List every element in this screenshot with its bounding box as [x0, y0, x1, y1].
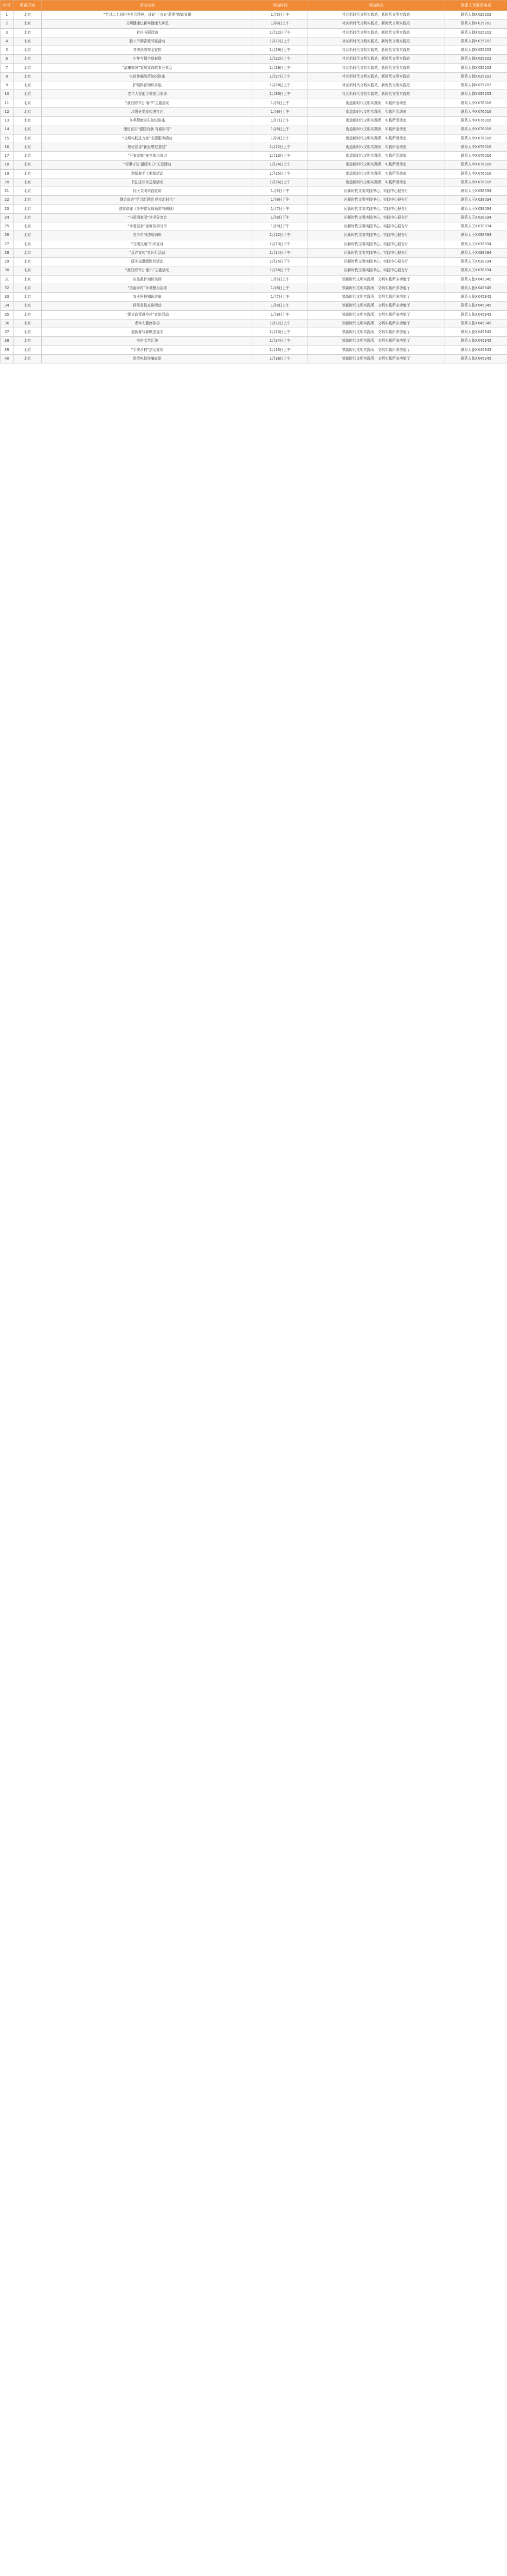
- cell-region: 北京: [14, 240, 42, 248]
- cell-region: 北京: [14, 125, 42, 134]
- cell-region: 北京: [14, 37, 42, 46]
- cell-contact: 联系人张XX45345: [445, 275, 507, 284]
- cell-index: 5: [1, 46, 14, 55]
- cell-activity-name: 电信诈骗防范知识讲座: [42, 72, 253, 81]
- cell-region: 北京: [14, 319, 42, 328]
- cell-activity-name: 老年人智能手机使用培训: [42, 90, 253, 99]
- cell-activity-location: 社区新时代文明实践站，新时代文明实践站: [307, 63, 445, 72]
- cell-contact: 联系人韩XX35202: [445, 28, 507, 37]
- cell-activity-location: 区新时代文明实践中心，实践中心报告厅: [307, 231, 445, 240]
- cell-contact: 联系人韩XX35202: [445, 72, 507, 81]
- cell-region: 北京: [14, 81, 42, 90]
- cell-activity-time: 1月22日上午: [253, 55, 307, 63]
- cell-activity-location: 社区新时代文明实践站，新时代文明实践站: [307, 11, 445, 20]
- table-row: [1, 196, 507, 204]
- cell-activity-name: 农业科技知识讲座: [42, 293, 253, 302]
- cell-index: 29: [1, 258, 14, 266]
- cell-activity-time: 1月6日上午: [253, 20, 307, 28]
- cell-contact: 联系人张XX45345: [445, 328, 507, 337]
- table-row: [1, 37, 507, 46]
- cell-index: 17: [1, 152, 14, 161]
- cell-activity-name: 理论宣讲“强国有我 青春担当”: [42, 125, 253, 134]
- cell-index: 20: [1, 178, 14, 187]
- cell-activity-location: 镇新时代文明实践所，文明实践所多功能厅: [307, 310, 445, 319]
- cell-activity-time: 1月7日上午: [253, 293, 307, 302]
- cell-contact: 联系人王XX38034: [445, 266, 507, 275]
- cell-activity-name: “我们的节日·腊八”主题活动: [42, 266, 253, 275]
- cell-activity-time: 1月12日下午: [253, 28, 307, 37]
- cell-activity-location: 镇新时代文明实践所，文明实践所多功能厅: [307, 275, 445, 284]
- cell-contact: 联系人韩XX35202: [445, 55, 507, 63]
- cell-activity-location: 街道新时代文明实践所，实践所活动室: [307, 152, 445, 161]
- table-row: [1, 346, 507, 354]
- cell-index: 13: [1, 117, 14, 125]
- table-row: [1, 213, 507, 222]
- cell-activity-name: 乡村文艺汇演: [42, 337, 253, 346]
- table-row: [1, 204, 507, 213]
- cell-region: 北京: [14, 328, 42, 337]
- table-row: [1, 107, 507, 116]
- cell-contact: 联系人韩XX35202: [445, 20, 507, 28]
- cell-activity-location: 镇新时代文明实践所，文明实践所多功能厅: [307, 284, 445, 292]
- table-row: [1, 81, 507, 90]
- cell-activity-name: 理论宣讲“新思想进基层”: [42, 143, 253, 151]
- cell-activity-location: 街道新时代文明实践所，实践所活动室: [307, 143, 445, 151]
- cell-contact: 联系人张XX45345: [445, 302, 507, 310]
- cell-region: 北京: [14, 337, 42, 346]
- cell-contact: 联系人韩XX35202: [445, 37, 507, 46]
- table-row: [1, 178, 507, 187]
- cell-contact: 联系人韩XX35202: [445, 63, 507, 72]
- header-index: 序号: [1, 1, 14, 11]
- table-row: [1, 90, 507, 99]
- cell-contact: 联系人李XX76016: [445, 125, 507, 134]
- cell-region: 北京: [14, 161, 42, 169]
- table-row: [1, 46, 507, 55]
- table-row: [1, 240, 507, 248]
- table-row: [1, 275, 507, 284]
- cell-index: 12: [1, 107, 14, 116]
- cell-activity-name: 理论宣讲“学习新思想 建功新时代”: [42, 196, 253, 204]
- cell-activity-name: “理论政策进乡村”宣讲活动: [42, 310, 253, 319]
- cell-activity-time: 1月9日上午: [253, 310, 307, 319]
- cell-activity-location: 区新时代文明实践中心，实践中心报告厅: [307, 258, 445, 266]
- cell-activity-name: 青少年书法培训班: [42, 231, 253, 240]
- table-row: [1, 337, 507, 346]
- cell-activity-time: 1月5日下午: [253, 187, 307, 196]
- table-body: [1, 11, 507, 363]
- cell-contact: 联系人王XX38034: [445, 240, 507, 248]
- cell-index: 34: [1, 302, 14, 310]
- cell-activity-time: 1月5日上午: [253, 275, 307, 284]
- cell-activity-time: 1月7日下午: [253, 204, 307, 213]
- cell-index: 22: [1, 196, 14, 204]
- cell-activity-name: “美丽乡村”环境整治活动: [42, 284, 253, 292]
- cell-index: 10: [1, 90, 14, 99]
- cell-index: 18: [1, 161, 14, 169]
- cell-index: 6: [1, 55, 14, 63]
- cell-activity-time: 1月12日上午: [253, 37, 307, 46]
- cell-activity-location: 街道新时代文明实践所，实践所活动室: [307, 134, 445, 143]
- cell-contact: 联系人李XX76016: [445, 152, 507, 161]
- cell-activity-name: “清廉家风”家风家训故事分享会: [42, 63, 253, 72]
- cell-index: 35: [1, 310, 14, 319]
- cell-contact: 联系人王XX38034: [445, 187, 507, 196]
- cell-activity-time: 1月7日上午: [253, 117, 307, 125]
- cell-activity-location: 镇新时代文明实践所，文明实践所多功能厅: [307, 354, 445, 363]
- cell-activity-location: 社区新时代文明实践站，新时代文明实践站: [307, 55, 445, 63]
- cell-activity-name: “学习二十届四中全会精神，讲好‘十五五’蓝图”理论宣讲: [42, 11, 253, 20]
- cell-activity-location: 镇新时代文明实践所，文明实践所多功能厅: [307, 319, 445, 328]
- cell-region: 北京: [14, 90, 42, 99]
- header-contact: 联系人及联系电话: [445, 1, 507, 11]
- cell-index: 37: [1, 328, 14, 337]
- cell-activity-time: 1月30日上午: [253, 90, 307, 99]
- cell-region: 北京: [14, 293, 42, 302]
- cell-activity-time: 1月6日下午: [253, 196, 307, 204]
- cell-activity-name: 迎新春手工剪纸活动: [42, 169, 253, 178]
- cell-index: 39: [1, 346, 14, 354]
- cell-index: 38: [1, 337, 14, 346]
- cell-activity-name: “平安家庭”安全知识宣讲: [42, 152, 253, 161]
- table-row: [1, 328, 507, 337]
- cell-contact: 联系人韩XX35202: [445, 90, 507, 99]
- cell-index: 33: [1, 293, 14, 302]
- cell-region: 北京: [14, 266, 42, 275]
- cell-activity-time: 1月16日上午: [253, 354, 307, 363]
- cell-region: 北京: [14, 20, 42, 28]
- cell-activity-location: 社区新时代文明实践站，新时代文明实践站: [307, 72, 445, 81]
- cell-index: 27: [1, 240, 14, 248]
- cell-region: 北京: [14, 169, 42, 178]
- cell-index: 19: [1, 169, 14, 178]
- cell-activity-name: 文明健康过新年健康大讲堂: [42, 20, 253, 28]
- cell-activity-name: “平安乡村”法治宣传: [42, 346, 253, 354]
- cell-region: 北京: [14, 107, 42, 116]
- cell-region: 北京: [14, 134, 42, 143]
- cell-activity-location: 社区新时代文明实践站，新时代文明实践站: [307, 37, 445, 46]
- cell-activity-time: 1月6日上午: [253, 107, 307, 116]
- cell-activity-location: 街道新时代文明实践所，实践所活动室: [307, 178, 445, 187]
- table-row: [1, 28, 507, 37]
- cell-index: 3: [1, 28, 14, 37]
- cell-contact: 联系人张XX45345: [445, 354, 507, 363]
- cell-region: 北京: [14, 63, 42, 72]
- cell-contact: 联系人王XX38034: [445, 258, 507, 266]
- cell-contact: 联系人李XX76016: [445, 107, 507, 116]
- cell-region: 北京: [14, 72, 42, 81]
- cell-index: 31: [1, 275, 14, 284]
- cell-contact: 联系人李XX76016: [445, 99, 507, 107]
- cell-index: 21: [1, 187, 14, 196]
- cell-index: 16: [1, 143, 14, 151]
- cell-region: 北京: [14, 178, 42, 187]
- cell-index: 2: [1, 20, 14, 28]
- cell-activity-time: 1月13日上午: [253, 328, 307, 337]
- table-row: [1, 231, 507, 240]
- table-row: [1, 293, 507, 302]
- cell-activity-name: 小年写福字送春联: [42, 55, 253, 63]
- cell-region: 北京: [14, 258, 42, 266]
- cell-activity-location: 区新时代文明实践中心，实践中心报告厅: [307, 266, 445, 275]
- cell-activity-time: 1月9日下午: [253, 222, 307, 231]
- table-row: [1, 248, 507, 257]
- activity-table: [0, 0, 507, 363]
- activity-table-sheet: [0, 0, 507, 363]
- table-row: [1, 187, 507, 196]
- cell-activity-time: 1月8日下午: [253, 213, 307, 222]
- table-row: [1, 169, 507, 178]
- cell-activity-location: 区新时代文明实践中心，实践中心报告厅: [307, 222, 445, 231]
- cell-activity-time: 1月27日上午: [253, 72, 307, 81]
- header-activity-name: 活动名称: [42, 1, 253, 11]
- table-row: [1, 72, 507, 81]
- table-row: [1, 11, 507, 20]
- cell-activity-name: 移风易俗宣讲活动: [42, 302, 253, 310]
- cell-activity-name: 健康讲座《冬季常见病预防与调理》: [42, 204, 253, 213]
- cell-index: 15: [1, 134, 14, 143]
- cell-activity-location: 镇新时代文明实践所，文明实践所多功能厅: [307, 337, 445, 346]
- cell-index: 11: [1, 99, 14, 107]
- cell-activity-time: 1月16日下午: [253, 266, 307, 275]
- cell-contact: 联系人王XX38034: [445, 204, 507, 213]
- cell-activity-location: 社区新时代文明实践站，新时代文明实践站: [307, 28, 445, 37]
- table-row: [1, 63, 507, 72]
- cell-activity-name: 老年人健康体检: [42, 319, 253, 328]
- cell-activity-name: “我们的节日·春节”主题活动: [42, 99, 253, 107]
- cell-region: 北京: [14, 284, 42, 292]
- cell-activity-location: 社区新时代文明实践站，新时代文明实践站: [307, 20, 445, 28]
- cell-index: 25: [1, 222, 14, 231]
- cell-index: 23: [1, 204, 14, 213]
- header-activity-location: 活动地点: [307, 1, 445, 11]
- cell-activity-location: 镇新时代文明实践所，文明实践所多功能厅: [307, 328, 445, 337]
- table-row: [1, 302, 507, 310]
- cell-activity-location: 镇新时代文明实践所，文明实践所多功能厅: [307, 346, 445, 354]
- cell-activity-location: 区新时代文明实践中心，实践中心报告厅: [307, 248, 445, 257]
- cell-contact: 联系人李XX76016: [445, 178, 507, 187]
- cell-activity-location: 街道新时代文明实践所，实践所活动室: [307, 125, 445, 134]
- cell-contact: 联系人韩XX35202: [445, 11, 507, 20]
- cell-activity-time: 1月14日上午: [253, 161, 307, 169]
- cell-region: 北京: [14, 213, 42, 222]
- cell-region: 北京: [14, 248, 42, 257]
- cell-activity-location: 区新时代文明实践中心，实践中心报告厅: [307, 204, 445, 213]
- cell-activity-time: 1月13日上午: [253, 152, 307, 161]
- cell-activity-name: “文明交通”知识宣讲: [42, 240, 253, 248]
- cell-activity-location: 镇新时代文明实践所，文明实践所多功能厅: [307, 302, 445, 310]
- cell-activity-time: 1月5日上午: [253, 99, 307, 107]
- cell-activity-name: 腊八节粥香暖邻里活动: [42, 37, 253, 46]
- cell-activity-name: “书香满家园”读书分享会: [42, 213, 253, 222]
- cell-contact: 联系人王XX38034: [445, 231, 507, 240]
- cell-index: 9: [1, 81, 14, 90]
- cell-activity-location: 社区新时代文明实践站，新时代文明实践站: [307, 90, 445, 99]
- cell-activity-time: 1月8日上午: [253, 302, 307, 310]
- table-row: [1, 134, 507, 143]
- cell-activity-name: 社区文明实践宣讲: [42, 187, 253, 196]
- cell-activity-time: 1月12日上午: [253, 143, 307, 151]
- cell-activity-name: “反诈宣传”社区行活动: [42, 248, 253, 257]
- cell-region: 北京: [14, 231, 42, 240]
- cell-region: 北京: [14, 310, 42, 319]
- cell-index: 14: [1, 125, 14, 134]
- cell-activity-time: 1月12日上午: [253, 319, 307, 328]
- cell-activity-name: 冬季健康养生知识讲座: [42, 117, 253, 125]
- cell-contact: 联系人李XX76016: [445, 143, 507, 151]
- cell-index: 30: [1, 266, 14, 275]
- cell-activity-name: 应急救护知识培训: [42, 275, 253, 284]
- cell-activity-time: 1月28日上午: [253, 81, 307, 90]
- cell-contact: 联系人张XX45345: [445, 284, 507, 292]
- cell-activity-name: 垃圾分类宣传进社区: [42, 107, 253, 116]
- cell-contact: 联系人张XX45345: [445, 310, 507, 319]
- cell-region: 北京: [14, 143, 42, 151]
- cell-activity-location: 社区新时代文明实践站，新时代文明实践站: [307, 46, 445, 55]
- cell-region: 北京: [14, 346, 42, 354]
- cell-contact: 联系人张XX45345: [445, 293, 507, 302]
- cell-region: 北京: [14, 204, 42, 213]
- cell-activity-time: 1月12日下午: [253, 231, 307, 240]
- cell-contact: 联系人王XX38034: [445, 196, 507, 204]
- cell-index: 32: [1, 284, 14, 292]
- header-activity-time: 活动时间: [253, 1, 307, 11]
- cell-activity-time: 1月26日上午: [253, 63, 307, 72]
- table-row: [1, 143, 507, 151]
- cell-index: 26: [1, 231, 14, 240]
- cell-activity-location: 街道新时代文明实践所，实践所活动室: [307, 99, 445, 107]
- cell-activity-time: 1月14日上午: [253, 337, 307, 346]
- header-region: 所属区域: [14, 1, 42, 11]
- cell-activity-location: 区新时代文明实践中心，实践中心报告厅: [307, 187, 445, 196]
- cell-activity-time: 1月15日上午: [253, 346, 307, 354]
- cell-contact: 联系人张XX45345: [445, 346, 507, 354]
- cell-index: 24: [1, 213, 14, 222]
- cell-region: 北京: [14, 11, 42, 20]
- cell-activity-name: 迎新春写春联送福字: [42, 328, 253, 337]
- cell-region: 北京: [14, 28, 42, 37]
- cell-activity-location: 区新时代文明实践中心，实践中心报告厅: [307, 213, 445, 222]
- cell-region: 北京: [14, 275, 42, 284]
- cell-index: 36: [1, 319, 14, 328]
- cell-contact: 联系人李XX76016: [445, 161, 507, 169]
- cell-index: 1: [1, 11, 14, 20]
- cell-activity-name: “邻里守望 温暖冬日”关爱活动: [42, 161, 253, 169]
- cell-contact: 联系人王XX38034: [445, 222, 507, 231]
- table-row: [1, 55, 507, 63]
- cell-activity-location: 镇新时代文明实践所，文明实践所多功能厅: [307, 293, 445, 302]
- cell-contact: 联系人李XX76016: [445, 117, 507, 125]
- cell-activity-location: 街道新时代文明实践所，实践所活动室: [307, 161, 445, 169]
- cell-activity-name: 冬季消防安全宣传: [42, 46, 253, 55]
- table-row: [1, 266, 507, 275]
- cell-activity-time: 1月15日下午: [253, 258, 307, 266]
- table-row: [1, 161, 507, 169]
- cell-activity-location: 区新时代文明实践中心，实践中心报告厅: [307, 240, 445, 248]
- cell-activity-time: 1月19日上午: [253, 46, 307, 55]
- cell-activity-location: 区新时代文明实践中心，实践中心报告厅: [307, 196, 445, 204]
- cell-index: 8: [1, 72, 14, 81]
- cell-index: 4: [1, 37, 14, 46]
- table-row: [1, 222, 507, 231]
- table-row: [1, 125, 507, 134]
- cell-contact: 联系人王XX38034: [445, 248, 507, 257]
- cell-activity-time: 1月5日上午: [253, 11, 307, 20]
- cell-region: 北京: [14, 99, 42, 107]
- cell-activity-name: 护眼科普知识讲座: [42, 81, 253, 90]
- cell-region: 北京: [14, 117, 42, 125]
- cell-activity-location: 街道新时代文明实践所，实践所活动室: [307, 169, 445, 178]
- table-row: [1, 319, 507, 328]
- cell-activity-time: 1月13日下午: [253, 240, 307, 248]
- cell-activity-time: 1月16日上午: [253, 178, 307, 187]
- cell-contact: 联系人李XX76016: [445, 169, 507, 178]
- table-row: [1, 310, 507, 319]
- cell-region: 北京: [14, 222, 42, 231]
- cell-region: 北京: [14, 152, 42, 161]
- cell-contact: 联系人王XX38034: [445, 213, 507, 222]
- cell-activity-location: 社区新时代文明实践站，新时代文明实践站: [307, 81, 445, 90]
- cell-activity-name: “孝老爱亲”家庭故事分享: [42, 222, 253, 231]
- cell-index: 7: [1, 63, 14, 72]
- table-row: [1, 99, 507, 107]
- cell-activity-location: 街道新时代文明实践所，实践所活动室: [307, 117, 445, 125]
- cell-contact: 联系人张XX45345: [445, 337, 507, 346]
- cell-contact: 联系人张XX45345: [445, 319, 507, 328]
- cell-activity-name: 社区书画活动: [42, 28, 253, 37]
- cell-activity-time: 1月15日上午: [253, 169, 307, 178]
- cell-region: 北京: [14, 55, 42, 63]
- cell-activity-time: 1月9日上午: [253, 134, 307, 143]
- cell-activity-name: “文明实践进万家”志愿服务活动: [42, 134, 253, 143]
- cell-contact: 联系人韩XX35202: [445, 81, 507, 90]
- table-row: [1, 258, 507, 266]
- table-row: [1, 284, 507, 292]
- cell-index: 40: [1, 354, 14, 363]
- cell-region: 北京: [14, 302, 42, 310]
- cell-region: 北京: [14, 196, 42, 204]
- cell-activity-time: 1月8日上午: [253, 125, 307, 134]
- cell-contact: 联系人韩XX35202: [445, 46, 507, 55]
- cell-region: 北京: [14, 354, 42, 363]
- cell-index: 28: [1, 248, 14, 257]
- cell-activity-location: 街道新时代文明实践所，实践所活动室: [307, 107, 445, 116]
- cell-contact: 联系人李XX76016: [445, 134, 507, 143]
- table-row: [1, 117, 507, 125]
- table-header-row: [1, 1, 507, 11]
- cell-activity-time: 1月14日下午: [253, 248, 307, 257]
- cell-activity-time: 1月6日上午: [253, 284, 307, 292]
- table-row: [1, 20, 507, 28]
- cell-region: 北京: [14, 46, 42, 55]
- cell-activity-name: 书法进社区送福活动: [42, 178, 253, 187]
- cell-activity-name: 防范电信诈骗宣讲: [42, 354, 253, 363]
- table-row: [1, 354, 507, 363]
- cell-region: 北京: [14, 187, 42, 196]
- cell-activity-name: 暖冬送温暖慰问活动: [42, 258, 253, 266]
- table-row: [1, 152, 507, 161]
